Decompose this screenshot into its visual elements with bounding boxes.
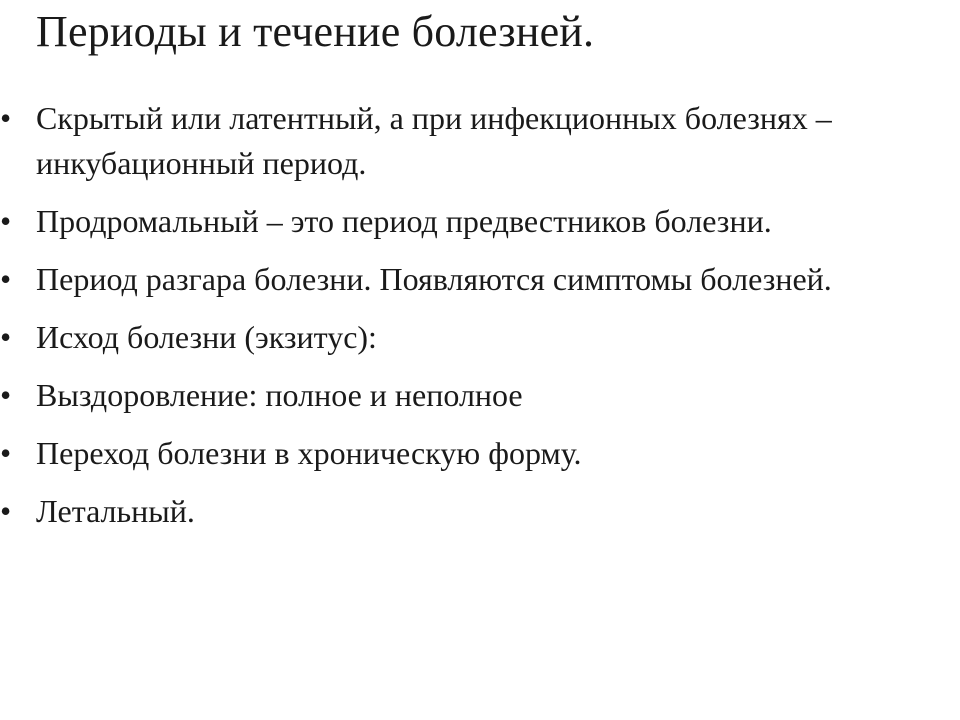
bullet-item <box>0 431 900 476</box>
bullet-item <box>0 373 900 418</box>
bullet-text: Переход болезни в хроническую форму. <box>36 435 582 471</box>
bullet-item <box>0 96 900 186</box>
bullet-marker-icon: • <box>0 493 12 529</box>
bullet-marker-icon: • <box>0 100 12 136</box>
bullet-item <box>0 315 900 360</box>
bullet-item <box>0 257 900 302</box>
bullet-text: Продромальный – это период предвестников болезни. <box>36 203 772 239</box>
bullet-text: Исход болезни (экзитус): <box>36 319 377 355</box>
bullet-item <box>0 489 900 534</box>
bullet-text: Выздоровление: полное и неполное <box>36 377 523 413</box>
bullet-marker-icon: • <box>0 261 12 297</box>
bullet-text: Летальный. <box>36 493 195 529</box>
bullet-text: Скрытый или латентный, а при инфекционных болезнях – инкубационный период. <box>36 100 832 181</box>
bullet-marker-icon: • <box>0 203 12 239</box>
bullet-marker-icon: • <box>0 319 12 355</box>
bullet-list <box>0 96 900 534</box>
bullet-item <box>0 199 900 244</box>
bullet-marker-icon: • <box>0 377 12 413</box>
bullet-text: Период разгара болезни. Появляются симптомы болезней. <box>36 261 832 297</box>
bullet-marker-icon: • <box>0 435 12 471</box>
slide-title: Периоды и течение болезней. <box>36 7 595 56</box>
